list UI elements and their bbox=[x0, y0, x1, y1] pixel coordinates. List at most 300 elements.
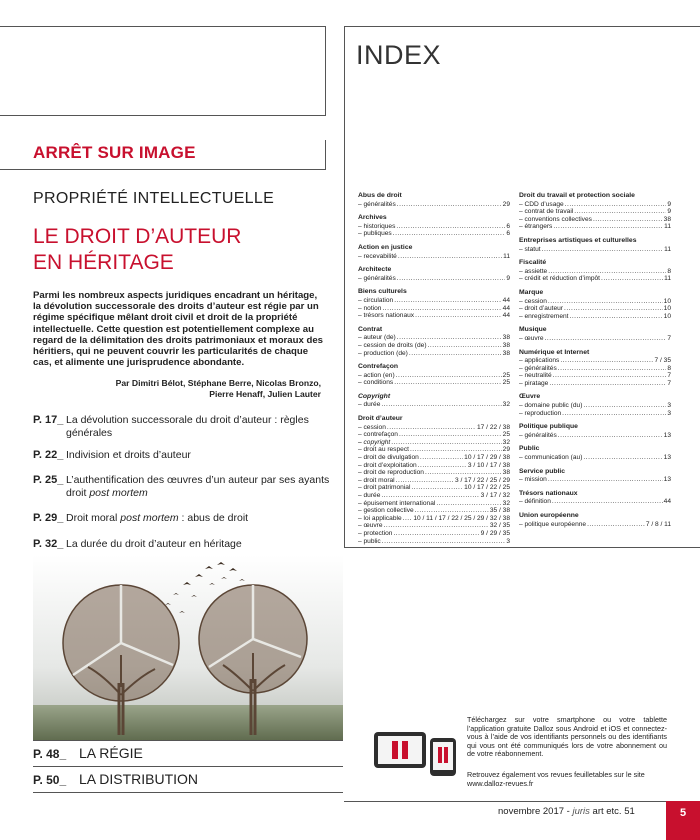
index-entry-label: – droit de reproduction bbox=[358, 469, 424, 477]
index-entry bbox=[358, 379, 510, 387]
index-entry bbox=[358, 492, 510, 500]
footer-magazine-italic: juris bbox=[572, 806, 590, 817]
index-entry-pages: 32 bbox=[502, 499, 510, 507]
index-group bbox=[358, 415, 510, 545]
index-entry-label: – généralités bbox=[358, 200, 396, 208]
index-group bbox=[519, 237, 671, 253]
index-entry-label: – publiques bbox=[358, 230, 392, 238]
index-leader-dots bbox=[574, 208, 666, 216]
index-entry-label: – mission bbox=[519, 476, 547, 484]
index-leader-dots bbox=[428, 342, 502, 350]
index-leader-dots bbox=[397, 275, 506, 283]
index-leader-dots bbox=[552, 498, 663, 506]
footer-issue bbox=[498, 806, 635, 817]
index-group bbox=[358, 326, 510, 357]
promo-text: Téléchargez sur votre smartphone ou votre tablette l’application gratuite Dalloz sous Android et iOS et connectez-vous à l’aide de vos identifiants personnels ou des identifiants qui vous ont été communiqués lors de votre abonnement ou de votre réabonnement. bbox=[467, 715, 667, 759]
index-entry bbox=[358, 446, 510, 454]
index-entry-pages: 25 bbox=[502, 379, 510, 387]
index-entry-label: – loi applicable bbox=[358, 514, 402, 522]
index-entry-label: – auteur (de) bbox=[358, 334, 396, 342]
index-entry-pages: 7 / 35 bbox=[654, 357, 671, 365]
article-lead: Parmi les nombreux aspects juridiques encadrant un héritage, la dévolution successorale des droits d’auteur est régie par un régime spécifique mêlant droit civil et droit de la propriété intellectuelle. Cette question est potentiellement complexe au regard de la délimitation des droits patrimoniaux et moraux des héritiers, qui ne peuvent couvrir les particularités de chaque cas, et alimente une jurisprudence abondante. bbox=[33, 290, 324, 369]
index-entry bbox=[519, 372, 671, 380]
index-entry bbox=[358, 350, 510, 358]
toc-item-p29[interactable] bbox=[33, 512, 333, 525]
index-entry-pages: 38 bbox=[502, 469, 510, 477]
index-entry-label: – définition bbox=[519, 498, 551, 506]
index-entry-pages: 44 bbox=[502, 296, 510, 304]
index-heading: Public bbox=[519, 445, 540, 453]
index-entry-pages: 3 / 10 / 17 / 38 bbox=[467, 461, 510, 469]
index-entry-label: – droit d’auteur bbox=[519, 305, 563, 313]
index-entry-label: – copyright bbox=[358, 438, 391, 446]
bottom-item-regie[interactable] bbox=[33, 745, 143, 761]
promo-text-site: Retrouvez également vos revues feuilletables sur le site www.dalloz-revues.fr bbox=[467, 770, 645, 788]
footer-divider bbox=[344, 801, 666, 802]
index-entry-label: – reproduction bbox=[519, 409, 562, 417]
index-leader-dots bbox=[397, 201, 502, 209]
bottom-item-page: P. 50_ bbox=[33, 773, 67, 787]
bottom-item-distribution[interactable] bbox=[33, 771, 198, 787]
index-entry bbox=[519, 521, 671, 529]
index-leader-dots bbox=[420, 454, 463, 462]
index-entry-label: – trésors nationaux bbox=[358, 312, 415, 320]
index-group bbox=[358, 214, 510, 238]
index-entry bbox=[519, 498, 671, 506]
toc-page: P. 17_ bbox=[33, 414, 64, 426]
index-group bbox=[358, 288, 510, 319]
headline-line-2: EN HÉRITAGE bbox=[33, 251, 174, 274]
index-entry bbox=[519, 476, 671, 484]
index-entry-pages: 44 bbox=[502, 312, 510, 320]
toc-page: P. 32_ bbox=[33, 538, 64, 550]
index-entry-label: – politique européenne bbox=[519, 520, 587, 528]
index-entry-label: – statut bbox=[519, 245, 541, 253]
index-entry-pages: 9 bbox=[667, 208, 671, 216]
index-entry bbox=[519, 380, 671, 388]
index-leader-dots bbox=[593, 216, 663, 224]
index-heading: Marque bbox=[519, 288, 544, 296]
index-leader-dots bbox=[382, 538, 506, 546]
index-leader-dots bbox=[548, 268, 666, 276]
headline-line-1: LE DROIT D’AUTEUR bbox=[33, 225, 242, 248]
index-leader-dots bbox=[396, 372, 502, 380]
index-entry bbox=[519, 402, 671, 410]
index-entry-pages: 32 bbox=[502, 438, 510, 446]
index-group bbox=[519, 326, 671, 342]
index-entry-pages: 11 bbox=[664, 223, 671, 231]
index-title: INDEX bbox=[356, 40, 442, 70]
index-entry bbox=[519, 454, 671, 462]
index-heading: Trésors nationaux bbox=[519, 489, 578, 497]
index-entry-label: – conventions collectives bbox=[519, 215, 592, 223]
index-entry-label: – CDD d’usage bbox=[519, 200, 564, 208]
index-entry bbox=[519, 208, 671, 216]
index-entry bbox=[519, 275, 671, 283]
index-leader-dots bbox=[542, 246, 664, 254]
index-group bbox=[358, 363, 510, 387]
index-leader-dots bbox=[548, 476, 663, 484]
bottom-item-label: LA RÉGIE bbox=[79, 745, 143, 761]
index-entry-pages: 8 bbox=[667, 267, 671, 275]
index-entry-pages: 11 bbox=[664, 245, 671, 253]
index-heading: Œuvre bbox=[519, 393, 541, 401]
index-leader-dots bbox=[397, 334, 502, 342]
index-entry-label: – gestion collective bbox=[358, 507, 414, 515]
index-entry-pages: 13 bbox=[663, 454, 671, 462]
index-entry bbox=[358, 469, 510, 477]
index-entry bbox=[519, 432, 671, 440]
index-entry bbox=[358, 372, 510, 380]
index-entry-pages: 35 / 38 bbox=[489, 507, 510, 515]
index-entry-label: – épuisement international bbox=[358, 499, 436, 507]
index-leader-dots bbox=[548, 298, 663, 306]
index-heading: Action en justice bbox=[358, 243, 413, 251]
index-entry-label: – neutralité bbox=[519, 372, 552, 380]
index-entry-label: – applications bbox=[519, 357, 560, 365]
index-entry-pages: 10 bbox=[663, 297, 671, 305]
index-entry bbox=[358, 454, 510, 462]
index-entry bbox=[358, 401, 510, 409]
index-entry bbox=[358, 305, 510, 313]
toc-text-part: Droit moral bbox=[66, 512, 121, 524]
index-entry bbox=[358, 201, 510, 209]
index-entry bbox=[358, 275, 510, 283]
index-leader-dots bbox=[381, 492, 479, 500]
index-entry-label: – contrefaçon bbox=[358, 431, 398, 439]
byline-line-1: Par Dimitri Bélot, Stéphane Berre, Nicolas Bronzo, bbox=[115, 378, 321, 388]
index-leader-dots bbox=[545, 335, 667, 343]
index-leader-dots bbox=[553, 223, 663, 231]
index-leader-dots bbox=[394, 297, 501, 305]
index-entry-label: – droit au respect bbox=[358, 446, 409, 454]
index-entry-pages: 29 bbox=[502, 200, 510, 208]
index-heading: Union européenne bbox=[519, 512, 579, 519]
index-entry bbox=[358, 477, 510, 485]
bottom-divider-2 bbox=[33, 766, 343, 767]
index-leader-dots bbox=[399, 431, 502, 439]
index-entry-pages: 9 bbox=[667, 200, 671, 208]
index-entry-pages: 7 / 8 / 11 bbox=[645, 520, 671, 528]
toc-text-part: L’authentification des œuvres d’un auteur par ses ayants droit bbox=[66, 474, 330, 499]
index-leader-dots bbox=[411, 484, 463, 492]
index-entry-label: – droit moral bbox=[358, 476, 395, 484]
index-leader-dots bbox=[415, 312, 502, 320]
index-leader-dots bbox=[396, 223, 505, 231]
toc-page: P. 25_ bbox=[33, 474, 64, 486]
index-entry-label: – généralités bbox=[358, 274, 396, 282]
index-entry bbox=[358, 431, 510, 439]
index-entry-pages: 38 bbox=[502, 349, 510, 357]
index-entry-pages: 11 bbox=[503, 252, 510, 260]
index-leader-dots bbox=[387, 424, 476, 432]
index-entry bbox=[358, 424, 510, 432]
bottom-item-page: P. 48_ bbox=[33, 747, 67, 761]
index-entry-label: – historiques bbox=[358, 222, 396, 230]
index-entry-label: – droit patrimonial bbox=[358, 484, 411, 492]
index-group bbox=[519, 512, 671, 528]
index-entry-label: – durée bbox=[358, 401, 381, 409]
index-entry-pages: 44 bbox=[663, 498, 671, 506]
index-leader-dots bbox=[396, 477, 454, 485]
index-leader-dots bbox=[381, 401, 501, 409]
section-tag: ARRÊT SUR IMAGE bbox=[33, 143, 196, 162]
index-entry bbox=[358, 439, 510, 447]
tree-illustration bbox=[33, 555, 343, 741]
index-entry-pages: 11 bbox=[664, 275, 671, 283]
index-entry-label: – production (de) bbox=[358, 349, 408, 357]
page-number-badge: 5 bbox=[666, 801, 700, 840]
index-leader-dots bbox=[553, 372, 667, 380]
index-entry-pages: 9 bbox=[506, 274, 510, 282]
index-leader-dots bbox=[391, 439, 501, 447]
index-group bbox=[519, 423, 671, 439]
index-entry bbox=[358, 515, 510, 523]
index-entry-pages: 8 bbox=[667, 364, 671, 372]
index-entry-pages: 10 bbox=[663, 312, 671, 320]
index-entry-pages: 38 bbox=[502, 334, 510, 342]
index-entry-pages: 25 bbox=[502, 371, 510, 379]
index-entry bbox=[519, 201, 671, 209]
index-group bbox=[519, 490, 671, 506]
index-entry bbox=[519, 216, 671, 224]
index-entry-label: – étrangers bbox=[519, 223, 553, 231]
index-leader-dots bbox=[398, 253, 502, 261]
index-entry-label: – recevabilité bbox=[358, 252, 397, 260]
index-entry-pages: 13 bbox=[663, 476, 671, 484]
devices-icon bbox=[372, 728, 462, 778]
tree-illustration-svg bbox=[33, 555, 343, 741]
toc-text bbox=[33, 512, 333, 525]
index-entry-label: – contrat de travail bbox=[519, 208, 574, 216]
index-entry bbox=[358, 538, 510, 546]
index-leader-dots bbox=[403, 515, 413, 523]
index-entry-label: – communication (au) bbox=[519, 454, 583, 462]
toc-item-p32[interactable] bbox=[33, 538, 333, 551]
index-heading: Droit du travail et protection sociale bbox=[519, 192, 635, 199]
toc-text: Indivision et droits d’auteur bbox=[66, 449, 191, 461]
index-leader-dots bbox=[384, 522, 489, 530]
index-entry-pages: 13 bbox=[663, 431, 671, 439]
footer-date: novembre 2017 - bbox=[498, 806, 573, 817]
index-entry-pages: 10 / 17 / 22 / 25 bbox=[464, 484, 510, 492]
index-entry-pages: 3 bbox=[667, 402, 671, 410]
index-heading: Fiscalité bbox=[519, 259, 547, 267]
index-group bbox=[519, 289, 671, 320]
index-entry bbox=[519, 223, 671, 231]
index-entry-pages: 10 bbox=[663, 305, 671, 313]
index-entry bbox=[358, 334, 510, 342]
index-entry bbox=[519, 246, 671, 254]
index-entry-label: – action (en) bbox=[358, 371, 395, 379]
index-leader-dots bbox=[569, 313, 662, 321]
index-heading: Architecte bbox=[358, 266, 392, 274]
bottom-divider-3 bbox=[33, 792, 343, 793]
index-leader-dots bbox=[564, 305, 663, 313]
index-entry-label: – cession bbox=[358, 423, 386, 431]
index-leader-dots bbox=[583, 454, 662, 462]
index-entry bbox=[358, 507, 510, 515]
index-leader-dots bbox=[601, 275, 663, 283]
devices-svg bbox=[372, 728, 462, 778]
top-left-frame bbox=[0, 26, 326, 116]
index-entry bbox=[358, 230, 510, 238]
index-heading: Entreprises artistiques et culturelles bbox=[519, 236, 637, 244]
article-byline bbox=[33, 378, 321, 400]
article-kicker: PROPRIÉTÉ INTELLECTUELLE bbox=[33, 190, 275, 207]
index-entry-pages: 6 bbox=[506, 230, 510, 238]
toc-item-p25[interactable] bbox=[33, 474, 333, 499]
index-group bbox=[358, 393, 510, 409]
index-entry-label: – cession bbox=[519, 297, 547, 305]
index-entry-label: – piratage bbox=[519, 379, 549, 387]
index-entry bbox=[519, 410, 671, 418]
index-entry-pages: 38 bbox=[663, 215, 671, 223]
index-group bbox=[358, 192, 510, 208]
index-entry-label: – conditions bbox=[358, 379, 394, 387]
index-entry-pages: 7 bbox=[667, 379, 671, 387]
toc-text bbox=[33, 474, 333, 499]
toc-text: La dévolution successorale du droit d’auteur : règles générales bbox=[66, 414, 309, 439]
index-heading: Musique bbox=[519, 326, 547, 334]
index-leader-dots bbox=[565, 201, 667, 209]
toc-text-part: : abus de droit bbox=[178, 512, 249, 524]
index-heading: Abus de droit bbox=[358, 192, 402, 199]
index-group bbox=[519, 393, 671, 417]
index-entry bbox=[519, 357, 671, 365]
index-entry bbox=[519, 268, 671, 276]
index-heading: Copyright bbox=[358, 392, 391, 400]
index-entry bbox=[358, 253, 510, 261]
index-entry-label: – droit d’exploitation bbox=[358, 461, 417, 469]
index-entry bbox=[358, 223, 510, 231]
index-entry-pages: 44 bbox=[502, 304, 510, 312]
bottom-item-label: LA DISTRIBUTION bbox=[79, 771, 199, 787]
index-entry bbox=[519, 335, 671, 343]
index-entry bbox=[358, 530, 510, 538]
index-heading: Politique publique bbox=[519, 423, 578, 431]
index-heading: Biens culturels bbox=[358, 288, 407, 296]
index-entry bbox=[519, 313, 671, 321]
footer-magazine: art etc. 51 bbox=[589, 806, 635, 817]
index-leader-dots bbox=[393, 530, 479, 538]
index-group bbox=[358, 244, 510, 260]
index-leader-dots bbox=[425, 469, 502, 477]
index-entry-pages: 10 / 11 / 17 / 22 / 25 / 29 / 32 / 38 bbox=[413, 514, 510, 522]
index-entry-label: – généralités bbox=[519, 364, 557, 372]
bottom-divider-1 bbox=[33, 740, 343, 741]
index-heading: Droit d’auteur bbox=[358, 415, 403, 423]
index-entry bbox=[358, 500, 510, 508]
index-entry-label: – protection bbox=[358, 529, 393, 537]
toc-text-italic: post mortem bbox=[89, 486, 148, 499]
index-group bbox=[519, 192, 671, 231]
index-column-right bbox=[519, 192, 671, 534]
index-entry-pages: 29 bbox=[502, 446, 510, 454]
index-entry-pages: 32 / 35 bbox=[489, 522, 510, 530]
toc-item-p17[interactable] bbox=[33, 414, 333, 439]
index-entry-label: – œuvre bbox=[519, 334, 544, 342]
index-column-left bbox=[358, 192, 510, 551]
index-leader-dots bbox=[436, 500, 501, 508]
index-entry-pages: 10 / 17 / 29 / 38 bbox=[464, 454, 510, 462]
index-group bbox=[519, 259, 671, 283]
index-entry-pages: 38 bbox=[502, 341, 510, 349]
index-entry-label: – généralités bbox=[519, 431, 557, 439]
index-heading: Service public bbox=[519, 467, 566, 475]
index-leader-dots bbox=[394, 379, 501, 387]
index-entry bbox=[358, 484, 510, 492]
index-entry-label: – cession de droits (de) bbox=[358, 341, 427, 349]
index-entry-pages: 7 bbox=[667, 334, 671, 342]
index-entry bbox=[358, 297, 510, 305]
index-entry-label: – public bbox=[358, 537, 381, 545]
index-heading: Contrat bbox=[358, 325, 383, 333]
index-heading: Contrefaçon bbox=[358, 363, 399, 371]
index-leader-dots bbox=[587, 521, 645, 529]
index-entry-label: – enregistrement bbox=[519, 312, 569, 320]
index-group bbox=[519, 468, 671, 484]
index-leader-dots bbox=[409, 350, 502, 358]
index-leader-dots bbox=[558, 365, 667, 373]
index-entry-label: – notion bbox=[358, 304, 382, 312]
index-entry bbox=[358, 312, 510, 320]
index-entry-pages: 3 bbox=[506, 537, 510, 545]
index-entry-label: – droit de divulgation bbox=[358, 454, 419, 462]
index-leader-dots bbox=[549, 380, 666, 388]
index-entry-pages: 3 / 17 / 22 / 25 / 29 bbox=[455, 476, 510, 484]
index-entry bbox=[358, 522, 510, 530]
index-heading: Archives bbox=[358, 214, 387, 222]
index-leader-dots bbox=[583, 402, 666, 410]
index-leader-dots bbox=[393, 230, 506, 238]
index-entry-label: – durée bbox=[358, 492, 381, 499]
toc-page: P. 29_ bbox=[33, 512, 64, 524]
index-entry bbox=[358, 462, 510, 470]
index-entry-label: – domaine public (du) bbox=[519, 402, 583, 410]
index-entry-pages: 9 / 29 / 35 bbox=[480, 529, 510, 537]
toc-text-italic: post mortem bbox=[120, 512, 179, 524]
article-headline bbox=[33, 224, 323, 276]
index-entry-label: – assiette bbox=[519, 267, 548, 275]
index-entry bbox=[358, 342, 510, 350]
index-entry bbox=[519, 365, 671, 373]
index-leader-dots bbox=[562, 410, 666, 418]
index-entry-pages: 3 bbox=[667, 409, 671, 417]
index-leader-dots bbox=[382, 305, 501, 313]
index-group bbox=[519, 445, 671, 461]
index-entry-pages: 17 / 22 / 38 bbox=[477, 423, 510, 431]
index-entry-pages: 7 bbox=[667, 372, 671, 380]
index-leader-dots bbox=[418, 462, 467, 470]
toc-page: P. 22_ bbox=[33, 449, 64, 461]
index-leader-dots bbox=[415, 507, 489, 515]
index-heading: Numérique et Internet bbox=[519, 348, 590, 356]
index-entry bbox=[519, 298, 671, 306]
index-entry-pages: 6 bbox=[506, 222, 510, 230]
index-leader-dots bbox=[410, 446, 502, 454]
index-leader-dots bbox=[558, 432, 663, 440]
index-entry-label: – circulation bbox=[358, 296, 394, 304]
index-entry-label: – crédit et réduction d’impôt bbox=[519, 275, 600, 283]
index-entry-label: – œuvre bbox=[358, 522, 383, 530]
index-group bbox=[519, 349, 671, 388]
index-leader-dots bbox=[560, 357, 653, 365]
toc-item-p22[interactable] bbox=[33, 449, 333, 462]
index-entry-pages: 3 / 17 / 32 bbox=[480, 492, 510, 499]
index-group bbox=[358, 266, 510, 282]
byline-line-2: Pierre Henaff, Julien Lauter bbox=[209, 389, 321, 399]
